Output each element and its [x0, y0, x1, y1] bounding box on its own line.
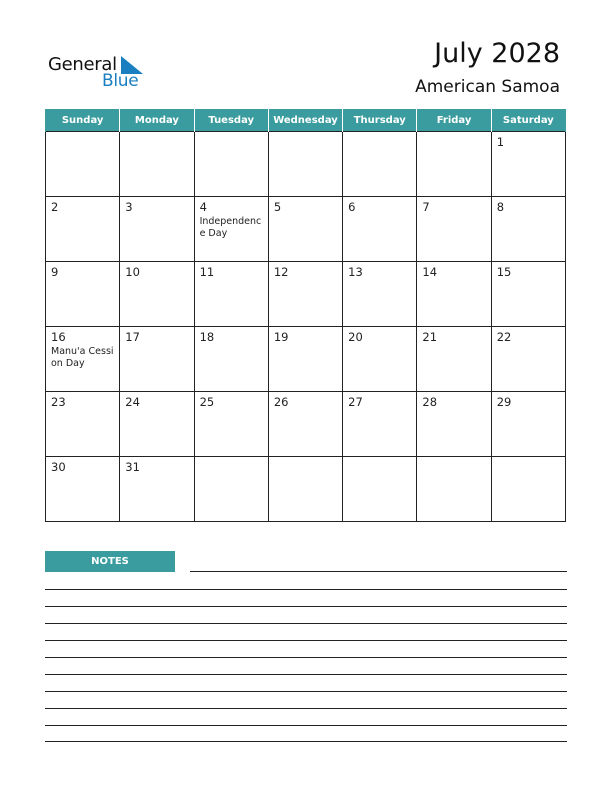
day-number: 6	[348, 200, 356, 214]
day-cell	[343, 392, 417, 457]
day-cell	[120, 197, 194, 262]
week-row	[46, 197, 566, 262]
day-number: 3	[125, 200, 133, 214]
day-cell	[491, 132, 565, 197]
day-number: 8	[496, 200, 505, 214]
day-number: 10	[125, 265, 140, 279]
week-row	[46, 327, 566, 392]
day-number: 13	[348, 265, 363, 279]
day-number: 22	[496, 330, 512, 344]
holiday-label: Manu'a Cession Day	[51, 346, 114, 369]
region-name: American Samoa	[415, 77, 560, 97]
day-number: 23	[51, 395, 66, 409]
day-number: 29	[496, 395, 512, 409]
note-line	[45, 708, 567, 709]
note-line	[45, 725, 567, 726]
day-cell	[194, 327, 268, 392]
day-cell	[46, 262, 120, 327]
day-cell	[417, 457, 491, 522]
day-cell	[491, 327, 565, 392]
day-cell	[343, 262, 417, 327]
day-number: 1	[496, 135, 505, 149]
weekday-saturday: Saturday	[491, 109, 565, 132]
note-line	[45, 606, 567, 607]
weekday-sunday: Sunday	[46, 109, 120, 132]
day-cell	[491, 457, 565, 522]
day-number: 14	[422, 265, 438, 279]
day-cell	[343, 132, 417, 197]
calendar-body	[46, 132, 566, 522]
day-number: 28	[422, 395, 438, 409]
day-number: 16	[51, 330, 66, 344]
day-number: 30	[51, 460, 66, 474]
day-number: 25	[199, 395, 215, 409]
logo-general-text: General	[48, 54, 117, 75]
day-number: 7	[422, 200, 430, 214]
day-number: 31	[125, 460, 140, 474]
day-number: 27	[348, 395, 363, 409]
day-cell	[194, 392, 268, 457]
day-number: 26	[273, 395, 289, 409]
week-row	[46, 132, 566, 197]
day-number: 18	[199, 330, 215, 344]
day-cell	[417, 132, 491, 197]
day-cell	[46, 392, 120, 457]
holiday-label: Independence Day	[199, 216, 262, 239]
day-cell	[120, 132, 194, 197]
day-number: 11	[199, 265, 215, 279]
day-cell	[194, 197, 268, 262]
page-title: July 2028	[434, 38, 560, 69]
day-cell	[120, 457, 194, 522]
calendar-grid	[45, 109, 566, 522]
note-line	[45, 623, 567, 624]
note-line	[45, 589, 567, 590]
day-number: 19	[273, 330, 289, 344]
day-number: 12	[273, 265, 289, 279]
note-line	[190, 571, 567, 572]
weekday-header-row	[46, 109, 566, 132]
day-cell	[491, 197, 565, 262]
day-cell	[268, 132, 342, 197]
day-number: 4	[199, 200, 207, 214]
day-number: 9	[51, 265, 59, 279]
day-cell	[268, 262, 342, 327]
day-cell	[417, 327, 491, 392]
day-cell	[268, 392, 342, 457]
day-cell	[491, 392, 565, 457]
day-cell	[120, 392, 194, 457]
day-cell	[120, 327, 194, 392]
logo	[48, 52, 158, 92]
day-cell	[417, 262, 491, 327]
day-cell	[46, 327, 120, 392]
note-line	[45, 674, 567, 675]
day-cell	[194, 457, 268, 522]
day-cell	[194, 262, 268, 327]
day-cell	[268, 197, 342, 262]
day-number: 17	[125, 330, 140, 344]
note-line	[45, 657, 567, 658]
week-row	[46, 262, 566, 327]
day-cell	[343, 327, 417, 392]
week-row	[46, 457, 566, 522]
day-number: 2	[51, 200, 59, 214]
day-cell	[491, 262, 565, 327]
day-number: 21	[422, 330, 438, 344]
day-number: 15	[496, 265, 512, 279]
day-cell	[417, 392, 491, 457]
day-cell	[268, 327, 342, 392]
week-row	[46, 392, 566, 457]
weekday-tuesday: Tuesday	[194, 109, 268, 132]
day-cell	[417, 197, 491, 262]
weekday-friday: Friday	[417, 109, 491, 132]
note-line	[45, 741, 567, 742]
day-cell	[46, 197, 120, 262]
weekday-thursday: Thursday	[343, 109, 417, 132]
weekday-wednesday: Wednesday	[268, 109, 342, 132]
day-cell	[343, 457, 417, 522]
day-cell	[194, 132, 268, 197]
day-number: 24	[125, 395, 140, 409]
day-cell	[343, 197, 417, 262]
day-number: 20	[348, 330, 363, 344]
day-cell	[46, 457, 120, 522]
day-cell	[268, 457, 342, 522]
day-number: 5	[273, 200, 282, 214]
weekday-monday: Monday	[120, 109, 194, 132]
note-line	[45, 640, 567, 641]
notes-label: NOTES	[45, 551, 175, 572]
day-cell	[46, 132, 120, 197]
logo-blue-text: Blue	[102, 71, 139, 91]
note-line	[45, 691, 567, 692]
day-cell	[120, 262, 194, 327]
